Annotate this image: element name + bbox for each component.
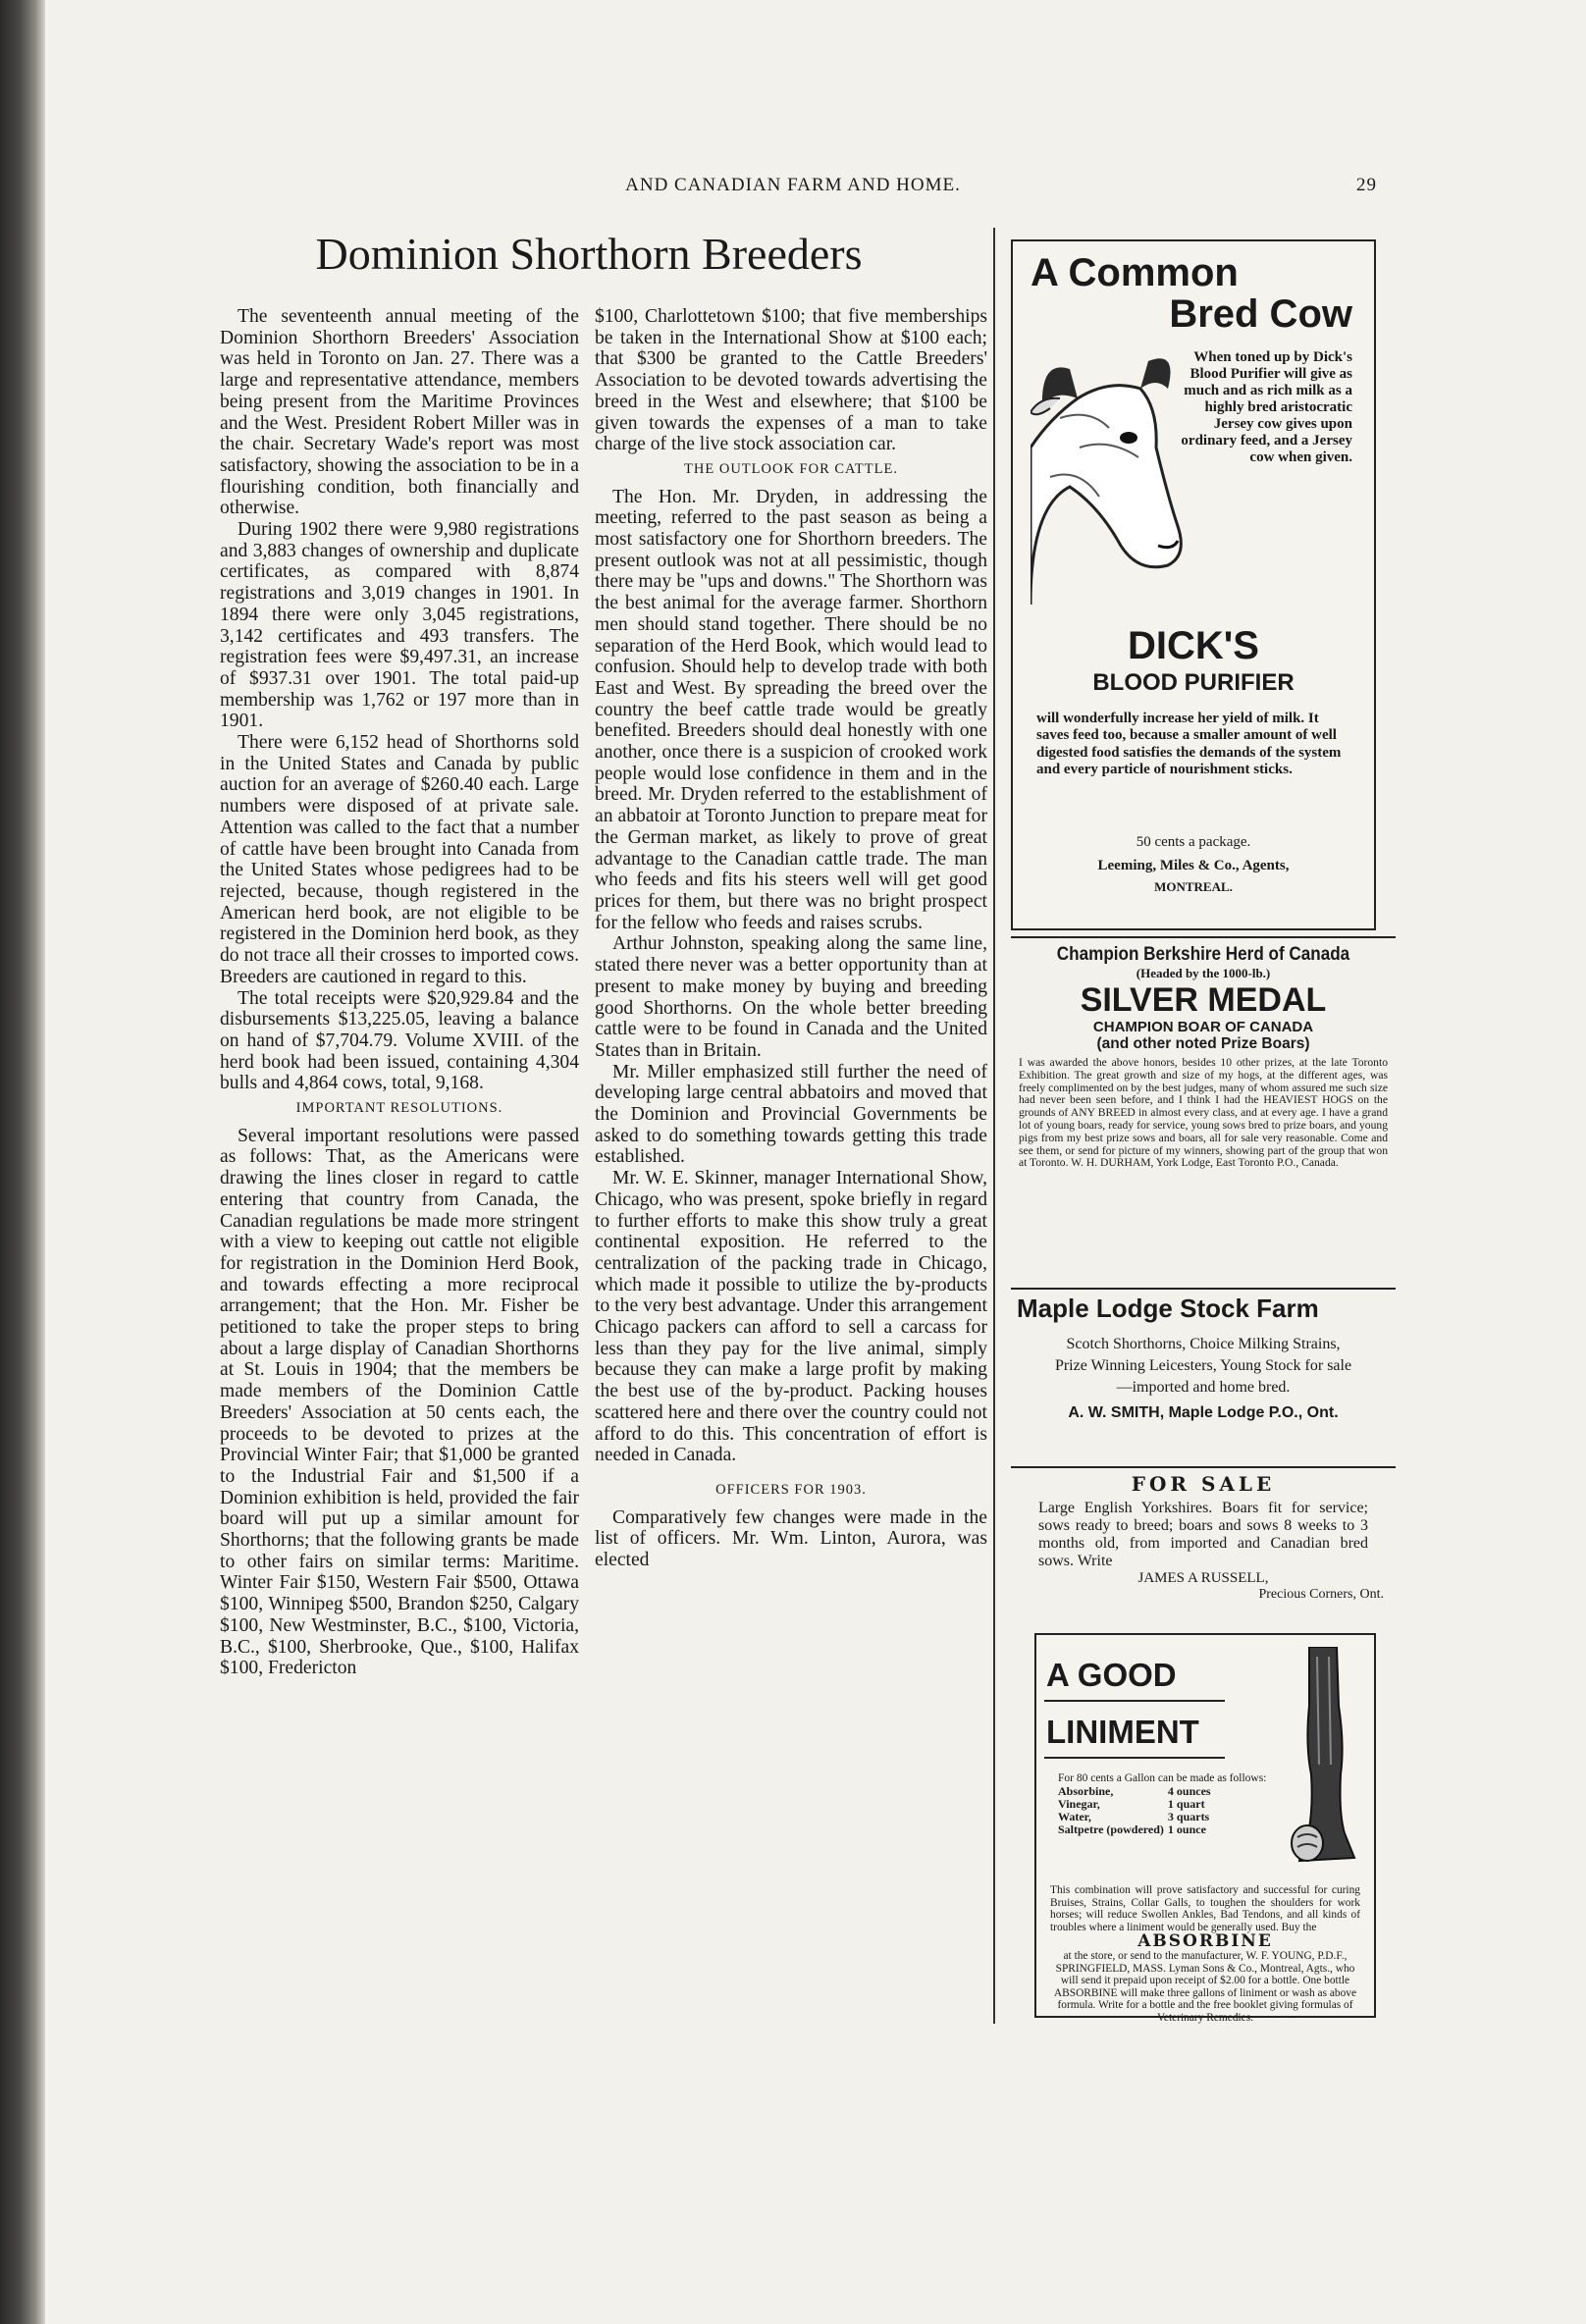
ad-price: 50 cents a package. bbox=[1136, 834, 1251, 850]
ad-body: at the store, or send to the manufacturer, W. F. YOUNG, P.D.F., SPRINGFIELD, MASS. Lyman Sons & Co., Montreal, Agts., who will send it prepaid upon receipt of $2.00 for a bottle. One bottle ABSORBINE will make three gallons of liniment or wash as above formula. Write for a bottle and the free booklet giving formulas of Veterinary Remedies. bbox=[1053, 1949, 1357, 2024]
ingredient-qty: 3 quarts bbox=[1167, 1810, 1210, 1823]
ad-body: I was awarded the above honors, besides 10 other prizes, at the late Toronto Exhibition. The great growth and size of my hogs, at the different ages, was freely complimented on by the best judges, many of whom assured me such size had never been seen before, and I think I had the HEAVIEST HOGS on the grounds of ANY BREED in almost every class, and at every age. I have a grand lot of young boars, ready for service, young sows bred to prize boars, and young pigs from my best prize sows and boars, all for sale very reasonable. Come and see them, or send for picture of my winners, showing part of the group that won at Toronto. W. H. DURHAM, York Lodge, East Toronto P.O., Canada. bbox=[1019, 1056, 1388, 1170]
ad-dicks-blood-purifier bbox=[1011, 239, 1376, 930]
ingredient-qty: 1 ounce bbox=[1167, 1822, 1206, 1836]
article-column-2 bbox=[595, 306, 987, 1571]
ingredient-name: Saltpetre (powdered) bbox=[1058, 1822, 1164, 1836]
ad-title: LINIMENT bbox=[1046, 1714, 1199, 1750]
paragraph: The seventeenth annual meeting of the Dominion Shorthorn Breeders' Association was held in Toronto on Jan. 27. There was a large and representative attendance, members being present from the Maritime Provinces and the West. President Robert Miller was in the chair. Secretary Wade's report was most satisfactory, showing the association to be in a flourishing condition, both financially and otherwise. bbox=[220, 306, 579, 519]
section-heading: IMPORTANT RESOLUTIONS. bbox=[295, 1100, 503, 1117]
running-title: AND CANADIAN FARM AND HOME. bbox=[625, 175, 961, 195]
formula bbox=[1058, 1772, 1284, 1836]
ad-brand-sub: BLOOD PURIFIER bbox=[1092, 669, 1295, 696]
ad-headline: A Common bbox=[1031, 251, 1239, 294]
ad-body: Large English Yorkshires. Boars fit for service; sows ready to breed; boars and sows 8 weeks to 3 months old, from imported and Canadian bred sows. Write bbox=[1038, 1500, 1368, 1569]
ad-title: FOR SALE bbox=[1131, 1472, 1276, 1496]
ad-description bbox=[1050, 1884, 1360, 2025]
ad-headline: Bred Cow bbox=[1169, 292, 1352, 336]
section-heading: OFFICERS FOR 1903. bbox=[715, 1481, 867, 1498]
paragraph: Arthur Johnston, speaking along the same line, stated there never was a better opportunity than at present to make money by buying and breeding good Shorthorns. On the whole better breeding cattle were to be found in Canada and the United States than in Britain. bbox=[595, 933, 987, 1061]
ad-medal: SILVER MEDAL bbox=[1080, 981, 1327, 1019]
article-title: Dominion Shorthorn Breeders bbox=[315, 229, 863, 279]
paragraph: Mr. W. E. Skinner, manager International Show, Chicago, who was present, spoke briefly in regard to further efforts to make this show truly a great continental exposition. He referred to the centralization of the packing trade in Chicago, which made it possible to utilize the by-products to the very best advantage. Under this arrangement Chicago packers can afford to sell a carcass for less than they pay for the live animal, simply because they can make a large profit by making the best use of the by-product. Packing houses scattered here and there over the country could not afford to do this. This concentration of effort is needed in Canada. bbox=[595, 1168, 987, 1466]
ad-body: This combination will prove satisfactory and successful for curing Bruises, Strains, Collar Galls, to toughen the shoulders for work horses; will reduce Swollen Ankles, Bad Tendons, and all kinds of troubles where a liniment would be generally used. Buy the bbox=[1050, 1884, 1360, 1933]
column-divider bbox=[993, 228, 995, 2024]
ad-city: MONTREAL. bbox=[1154, 879, 1233, 894]
ad-divider bbox=[1011, 1466, 1396, 1468]
ad-divider bbox=[1011, 1288, 1396, 1290]
book-gutter bbox=[0, 0, 45, 2324]
ingredient-table bbox=[1058, 1785, 1215, 1836]
paragraph: Comparatively few changes were made in the list of officers. Mr. Wm. Linton, Aurora, was elected bbox=[595, 1506, 987, 1571]
ad-title: Maple Lodge Stock Farm bbox=[1017, 1294, 1319, 1323]
ad-for-sale bbox=[1011, 1472, 1396, 1603]
paragraph: Several important resolutions were passed as follows: That, as the Americans were drawing the lines closer in regard to cattle entering that country from Canada, the Canadian regulations be made more stringent with a view to keeping out cattle not eligible for registration in the Dominion Herd Book, and towards effecting a more reciprocal arrangement; that the Hon. Mr. Fisher be petitioned to take the proper steps to bring about a large display of Canadian Shorthorns at St. Louis in 1904; that the members be made members of the Dominion Cattle Breeders' Association at 50 cents each, the proceeds to be devoted to prizes at the Provincial Winter Fair; that $1,000 be granted to the Industrial Fair and $1,500 if a Dominion exhibition is held, provided the fair board will put up a similar amount for Shorthorns; that the following grants be made to other fairs on similar terms: Maritime. Winter Fair $150, Western Fair $500, Ottawa $100, Winnipeg $500, Brandon $250, Calgary $100, New Westminster, B.C., $100, Victoria, B.C., $100, Sherbrooke, Que., $100, Halifax $100, Fredericton bbox=[220, 1125, 579, 1679]
paragraph: Mr. Miller emphasized still further the need of developing large central abbatoirs and moved that the Dominion and Provincial Governments be asked to do something towards getting this trade established. bbox=[595, 1061, 987, 1168]
paragraph: The total receipts were $20,929.84 and the disbursements $13,225.05, leaving a balance on hand of $7,704.79. Volume XVIII. of the herd book had been issued, containing 4,304 bulls and 4,864 cows, total, 9,168. bbox=[220, 987, 579, 1094]
ad-title: A GOOD bbox=[1046, 1657, 1177, 1693]
ad-liniment bbox=[1034, 1633, 1376, 2024]
ad-brand: DICK'S bbox=[1128, 624, 1259, 667]
ingredient-qty: 1 quart bbox=[1167, 1797, 1205, 1811]
ad-place: Precious Corners, Ont. bbox=[1258, 1587, 1384, 1602]
ad-body: Scotch Shorthorns, Choice Milking Strains, Prize Winning Leicesters, Young Stock for sale—imported and home bred. bbox=[1054, 1336, 1352, 1396]
formula-intro: For 80 cents a Gallon can be made as follows: bbox=[1058, 1772, 1267, 1784]
ingredient-name: Water, bbox=[1058, 1810, 1091, 1823]
paragraph: There were 6,152 head of Shorthorns sold in the United States and Canada by public auction for an average of $260.40 each. Large numbers were disposed of at private sale. Attention was called to the fact that a number of cattle have been brought into Canada from the United States whose pedigrees had to be rejected, because, though registered in the American herd book, are not eligible to be registered in the Dominion herd book, as they do not trace all their crosses to imported cows. Breeders are cautioned in regard to this. bbox=[220, 732, 579, 987]
ingredient-name: Absorbine, bbox=[1058, 1784, 1114, 1798]
ad-divider bbox=[1011, 936, 1396, 938]
horse-leg-illustration bbox=[1290, 1647, 1358, 1873]
paragraph: During 1902 there were 9,980 registrations and 3,883 changes of ownership and duplicate certificates, as compared with 8,874 registrations and 3,019 changes in 1901. In 1894 there were only 3,045 registrations, 3,142 certificates and 493 transfers. The registration fees were $9,497.31, an increase of $937.31 over 1901. The total paid-up membership was 1,762 or 197 more than in 1901. bbox=[220, 519, 579, 732]
page-number: 29 bbox=[1356, 175, 1377, 195]
ad-other: (and other noted Prize Boars) bbox=[1096, 1035, 1310, 1052]
ingredient-qty: 4 ounces bbox=[1167, 1784, 1211, 1798]
article-column-1 bbox=[220, 306, 579, 1679]
ad-name: JAMES A RUSSELL, bbox=[1137, 1570, 1269, 1586]
ad-berkshire bbox=[1011, 944, 1396, 1170]
ad-maple-lodge bbox=[1011, 1294, 1396, 1422]
ingredient-name: Vinegar, bbox=[1058, 1797, 1100, 1811]
ad-body: will wonderfully increase her yield of milk. It saves feed too, because a smaller amount of well digested food satisfies the demands of the system and every particle of nourishment sticks. bbox=[1036, 711, 1342, 778]
paragraph: The Hon. Mr. Dryden, in addressing the meeting, referred to the past season as being a most satisfactory one for Shorthorn breeders. The present outlook was not at all pessimistic, though there may be "ups and downs." The Shorthorn was the best animal for the average farmer. Shorthorn men should stand together. There should be no separation of the Herd Book, which would lead to confusion. Should help to develop trade with both East and West. By spreading the breed over the country the beef cattle trade would be greatly benefited. Breeders should deal honestly with one another, once there is a suspicion of crooked work people would lose confidence in them and in the breed. Mr. Dryden referred to the establishment of an abbatoir at Toronto Junction to prepare meat for the German market, as likely to prove of great advantage to the Canadian cattle trade. The man who feeds and fits his steers well will get good prices for them, but there was no bright prospect for the fellow who feeds and raises scrubs. bbox=[595, 486, 987, 933]
ad-cow-text: When toned up by Dick's Blood Purifier will give as much and as rich milk as a highly bred aristocratic Jersey cow gives upon ordinary feed, and a Jersey cow when given. bbox=[1181, 349, 1352, 465]
ad-title: Champion Berkshire Herd of Canada bbox=[1056, 944, 1350, 965]
section-heading: THE OUTLOOK FOR CATTLE. bbox=[684, 460, 898, 477]
ad-brand: ABSORBINE bbox=[1137, 1931, 1273, 1952]
title-rule bbox=[1044, 1700, 1225, 1702]
paragraph: $100, Charlottetown $100; that five memberships be taken in the International Show at $100 each; that $300 be granted to the Cattle Breeders' Association to be devoted towards advertising the breed in the West and elsewhere; that $100 be given towards the expenses of a man to take charge of the live stock association car. bbox=[595, 306, 987, 455]
ad-agents: Leeming, Miles & Co., Agents, bbox=[1097, 858, 1290, 873]
running-header bbox=[0, 175, 1586, 196]
ad-boar: CHAMPION BOAR OF CANADA bbox=[1092, 1019, 1314, 1035]
ad-contact: A. W. SMITH, Maple Lodge P.O., Ont. bbox=[1068, 1404, 1339, 1421]
title-rule bbox=[1044, 1757, 1225, 1759]
ingredient-row bbox=[1058, 1823, 1215, 1836]
cow-head-illustration bbox=[1031, 349, 1197, 605]
ad-subtitle: (Headed by the 1000-lb.) bbox=[1136, 966, 1271, 980]
